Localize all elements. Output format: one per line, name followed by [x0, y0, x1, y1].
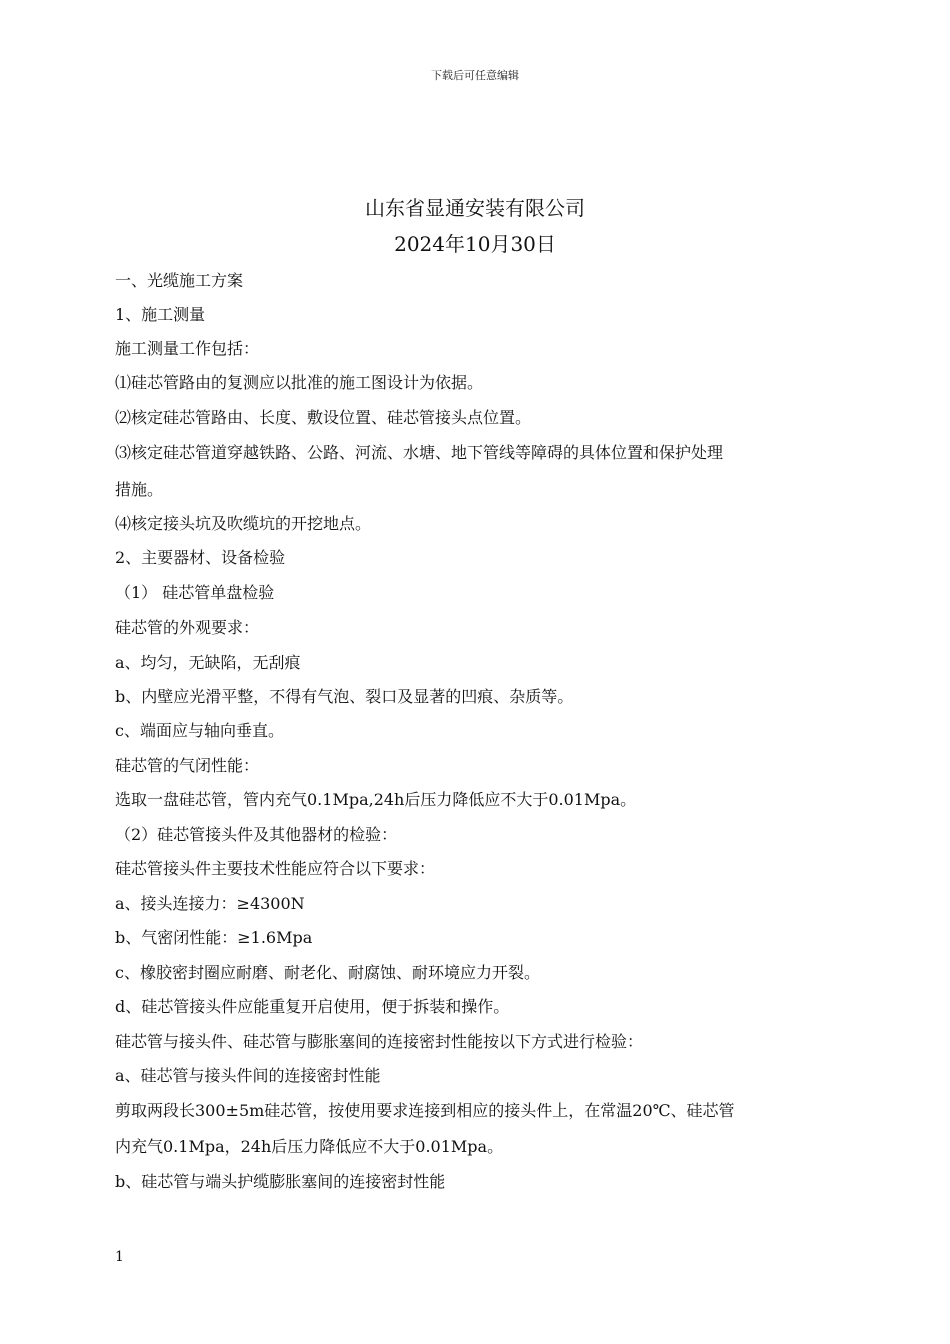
page-number: 1 [115, 1249, 124, 1265]
paragraph-line: 剪取两段长300±5m硅芯管，按使用要求连接到相应的接头件上，在常温20℃、硅芯管 [115, 1101, 735, 1120]
paragraph-line: b、内壁应光滑平整，不得有气泡、裂口及显著的凹痕、杂质等。 [115, 687, 574, 706]
paragraph-line: a、均匀，无缺陷，无刮痕 [115, 653, 301, 672]
paragraph-line: b、气密闭性能：≥1.6Mpa [115, 928, 313, 947]
section-heading: 一、光缆施工方案 [115, 271, 244, 290]
paragraph-line: 硅芯管的外观要求： [115, 618, 260, 637]
subsection-heading: （1） 硅芯管单盘检验 [115, 583, 275, 602]
paragraph-line: 内充气0.1Mpa，24h后压力降低应不大于0.01Mpa。 [115, 1137, 504, 1156]
paragraph-line: a、接头连接力：≥4300N [115, 894, 305, 913]
paragraph-line: 施工测量工作包括： [115, 339, 260, 358]
paragraph-line: 硅芯管与接头件、硅芯管与膨胀塞间的连接密封性能按以下方式进行检验： [115, 1032, 644, 1051]
paragraph-line: 硅芯管接头件主要技术性能应符合以下要求： [115, 859, 436, 878]
paragraph-line: c、端面应与轴向垂直。 [115, 721, 284, 740]
paragraph-line: ⑴硅芯管路由的复测应以批准的施工图设计为依据。 [115, 373, 484, 392]
paragraph-line: b、硅芯管与端头护缆膨胀塞间的连接密封性能 [115, 1172, 446, 1191]
paragraph-line: 措施。 [115, 480, 164, 499]
paragraph-line: 选取一盘硅芯管，管内充气0.1Mpa,24h后压力降低应不大于0.01Mpa。 [115, 790, 637, 809]
paragraph-line: ⑷核定接头坑及吹缆坑的开挖地点。 [115, 514, 372, 533]
paragraph-line: ⑵核定硅芯管路由、长度、敷设位置、硅芯管接头点位置。 [115, 408, 532, 427]
paragraph-line: 硅芯管的气闭性能： [115, 756, 260, 775]
subsection-heading: （2）硅芯管接头件及其他器材的检验： [115, 825, 398, 844]
company-title: 山东省显通安装有限公司 [365, 196, 585, 220]
page-header-note: 下载后可任意编辑 [431, 69, 519, 82]
paragraph-line: ⑶核定硅芯管道穿越铁路、公路、河流、水塘、地下管线等障碍的具体位置和保护处理 [115, 443, 724, 462]
subsection-heading: 2、主要器材、设备检验 [115, 548, 286, 567]
subsection-heading: 1、施工测量 [115, 305, 206, 324]
paragraph-line: c、橡胶密封圈应耐磨、耐老化、耐腐蚀、耐环境应力开裂。 [115, 963, 540, 982]
paragraph-line: d、硅芯管接头件应能重复开启使用，便于拆装和操作。 [115, 997, 510, 1016]
document-date: 2024年10月30日 [394, 232, 556, 256]
paragraph-line: a、硅芯管与接头件间的连接密封性能 [115, 1066, 381, 1085]
